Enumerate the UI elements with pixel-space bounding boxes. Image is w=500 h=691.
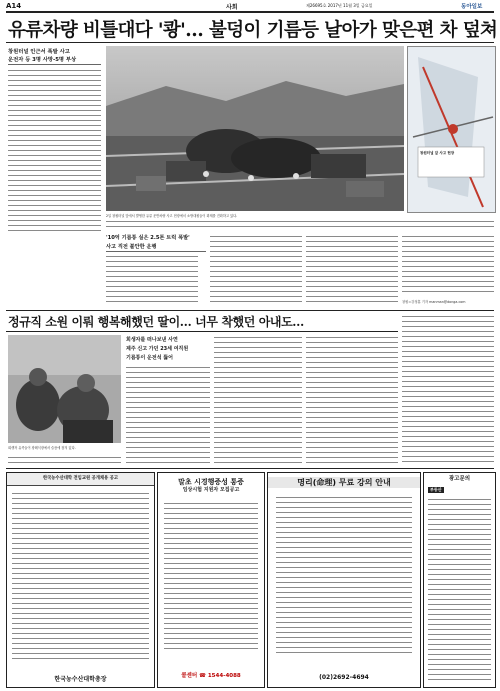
issue-date: 제26695호 2017년 11월 3일 금요일 xyxy=(306,3,373,8)
second-body-col1 xyxy=(126,365,210,465)
ad-myeongri-lecture[interactable] xyxy=(267,472,421,688)
ad2-phone: 콜센터 ☎ 1544-4088 xyxy=(181,673,241,679)
paper-name: 동아일보 xyxy=(461,4,483,10)
accident-map xyxy=(407,46,496,213)
section-label: 사회 xyxy=(226,4,238,11)
ad4-title: 광고문의 xyxy=(448,476,471,482)
ad3-title: 명리(命理) 무료 강의 안내 xyxy=(268,477,420,488)
accident-photo xyxy=(106,46,404,211)
top-photo-caption: 2일 창원터널 앞에서 발생한 유류 운반차량 사고 현장에서 소방대원들이 화재를 진화하고 있다. xyxy=(106,214,238,218)
ad4-label: 부동산 xyxy=(430,487,442,492)
accident-scene-illustration xyxy=(106,46,404,211)
top-body-col2 xyxy=(106,254,198,306)
ads-rule xyxy=(6,468,494,469)
deck-rule xyxy=(106,251,206,252)
top-headline: 유류차량 비틀대다 '쾅'… 불덩이 기름등 날아가 맞은편 차 덮쳐 xyxy=(8,20,498,41)
second-body-col4 xyxy=(402,314,494,465)
ad-inquiry[interactable] xyxy=(423,472,496,688)
ad1-body xyxy=(12,491,149,661)
second-body-col3 xyxy=(306,335,398,465)
ad1-title: 한국농수산대학 전임교원 공개채용 공고 xyxy=(7,473,154,486)
second-photo-caption: 희생자 유족들이 장례식장에서 슬픔에 잠겨 있다. xyxy=(8,446,76,450)
masthead xyxy=(6,2,494,10)
mourners-photo xyxy=(8,335,121,443)
map-label: 창원터널 앞 사고 현장 xyxy=(420,151,455,155)
top-subhead-1: 창원터널 인근서 폭발 사고 xyxy=(8,49,70,55)
second-body-col2 xyxy=(214,335,302,465)
ad4-listings xyxy=(428,497,491,681)
subhead-rule xyxy=(8,64,101,65)
top-deck-1: '10억 기름통 실은 2.5톤 트럭 폭발' xyxy=(106,235,190,241)
second-headline-rule xyxy=(6,331,398,332)
ad3-body xyxy=(276,495,412,655)
top-deck-2: 사고 직전 불안한 운행 xyxy=(106,244,157,250)
ad-clinical-trial[interactable] xyxy=(157,472,265,688)
ad-university-recruitment[interactable] xyxy=(6,472,155,688)
second-sub-3: 기름통이 운전석 뚫어 xyxy=(126,355,173,361)
ad2-subtitle: 임상시험 지원자 모집공고 xyxy=(182,487,240,493)
map-illustration xyxy=(408,47,495,212)
page-number: A14 xyxy=(6,2,22,10)
header-rule xyxy=(6,11,494,13)
top-subhead-2: 운전자 등 3명 사망-5명 부상 xyxy=(8,57,77,63)
mourners-illustration xyxy=(8,335,121,443)
second-photo-caption-more xyxy=(8,455,121,464)
ad2-title: 말초 시경행증성 통증 xyxy=(178,478,244,486)
ad1-footer: 한국농수산대학총장 xyxy=(54,676,107,683)
top-photo-caption-more xyxy=(106,219,494,228)
headline-rule xyxy=(6,42,494,43)
top-body-col1 xyxy=(8,68,101,232)
top-byline: 창원=강정훈 기자 manman@donga.com xyxy=(402,300,466,304)
second-sub-1: 희생자를 떠나보낸 사연 xyxy=(126,337,178,343)
top-body-col4 xyxy=(306,234,398,306)
top-body-col5 xyxy=(402,234,494,296)
second-sub-2: 제주 신고 가던 23세 여직원 xyxy=(126,346,189,352)
section-rule xyxy=(6,310,494,311)
ad2-body xyxy=(164,501,258,651)
ad3-phone: (02)2692-4694 xyxy=(319,674,369,681)
second-headline: 정규직 소원 이뤄 행복해했던 딸이… 너무 착했던 아내도… xyxy=(8,315,304,329)
top-body-col3 xyxy=(210,234,302,306)
